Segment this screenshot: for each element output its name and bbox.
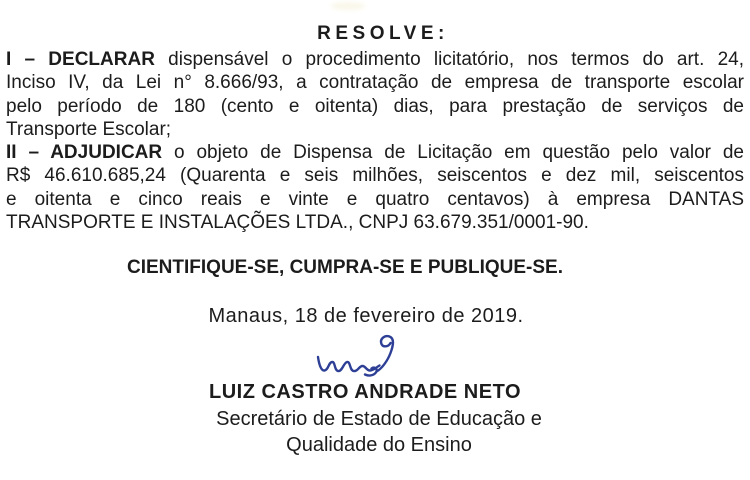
signatory-title-line2: Qualidade do Ensino <box>286 434 472 456</box>
signatory-title <box>4 406 750 458</box>
paragraph-line: II – ADJUDICAR o objeto de Dispensa de Licitação em questão pelo valor de <box>6 142 744 164</box>
handwritten-signature-icon <box>314 333 418 379</box>
paragraph-bold-lead: I – DECLARAR <box>6 49 155 70</box>
paragraph-line: Transporte Escolar; <box>6 118 172 140</box>
paragraph-line: R$ 46.610.685,24 (Quarenta e seis milhões, seiscentos e dez mil, seiscentos <box>6 165 744 187</box>
signatory-name: LUIZ CASTRO ANDRADE NETO <box>209 381 521 403</box>
resolve-heading: RESOLVE: <box>317 23 449 44</box>
signature-block <box>314 333 418 379</box>
paragraph-bold-lead: II – ADJUDICAR <box>6 142 163 164</box>
paragraph-line: Inciso IV, da Lei n° 8.666/93, a contratação de empresa de transporte escolar <box>6 72 744 94</box>
paragraph-line: pelo período de 180 (cento e oitenta) dias, para prestação de serviços de <box>6 95 744 117</box>
closing-formula: CIENTIFIQUE-SE, CUMPRA-SE E PUBLIQUE-SE. <box>127 257 563 278</box>
paragraph-line: TRANSPORTE E INSTALAÇÕES LTDA., CNPJ 63.679.351/0001-90. <box>6 212 589 234</box>
resolution-paragraphs <box>6 48 744 234</box>
signature-strokes <box>318 336 393 375</box>
paragraph-line: I – DECLARAR dispensável o procedimento licitatório, nos termos do art. 24, <box>6 49 744 70</box>
signatory-title-line1: Secretário de Estado de Educação e <box>216 408 542 430</box>
scan-artifact <box>331 2 365 10</box>
paragraph-line: e oitenta e cinco reais e vinte e quatro centavos) à empresa DANTAS <box>6 188 744 210</box>
dateline: Manaus, 18 de fevereiro de 2019. <box>208 305 524 327</box>
